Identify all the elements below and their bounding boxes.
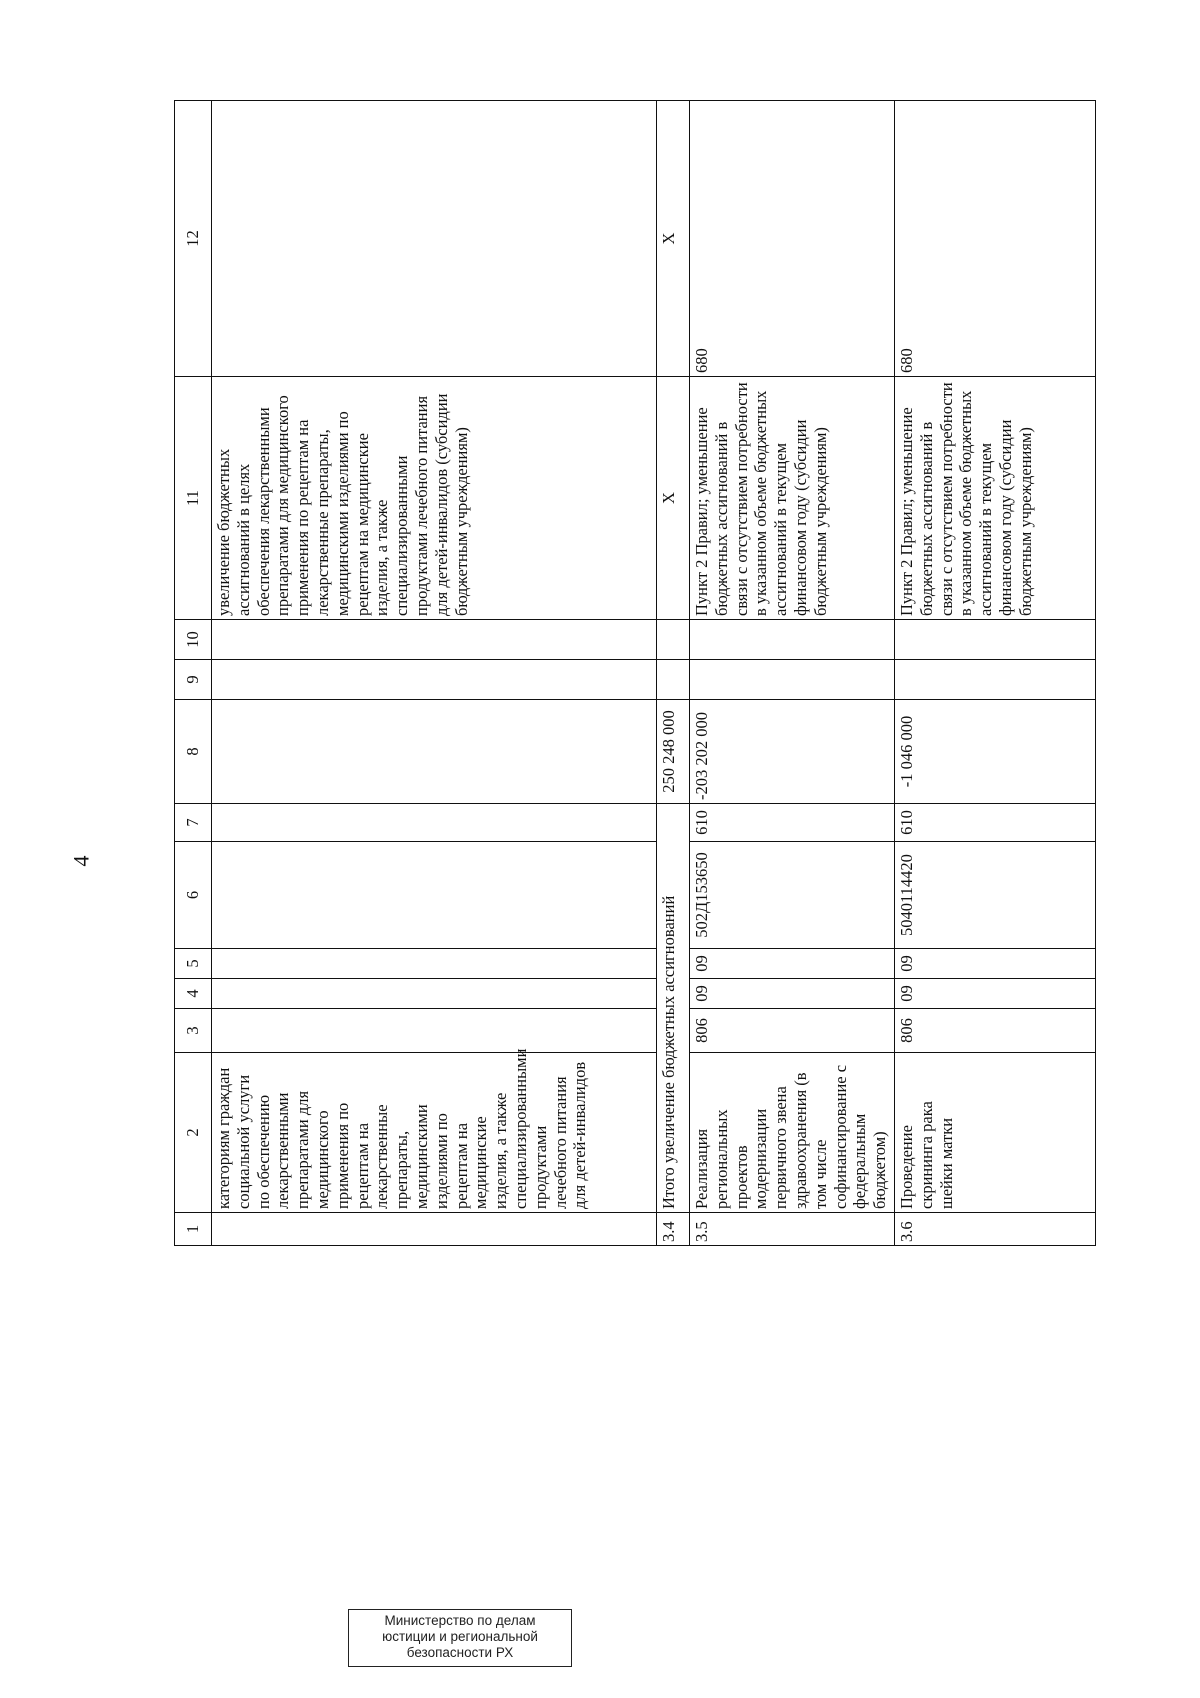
col-header-10: 10 <box>175 620 212 660</box>
col-header-7: 7 <box>175 804 212 842</box>
cell-6: 5040114420 <box>895 842 1096 949</box>
cell-12: 680 <box>690 101 895 377</box>
cell-8: 250 248 000 <box>657 700 690 804</box>
cell-7: 610 <box>690 804 895 842</box>
ministry-stamp <box>348 1609 572 1667</box>
cell-5: 09 <box>895 949 1096 979</box>
table-row <box>895 101 1096 1246</box>
cell-8: -1 046 000 <box>895 700 1096 804</box>
col-header-6: 6 <box>175 842 212 949</box>
table-row-total <box>657 101 690 1246</box>
stamp-line-2: юстиции и региональной <box>382 1629 538 1645</box>
col-header-5: 5 <box>175 949 212 979</box>
cell-10 <box>212 620 657 660</box>
cell-10 <box>895 620 1096 660</box>
col-header-12: 12 <box>175 101 212 377</box>
col-header-2: 2 <box>175 1053 212 1213</box>
cell-total-label: Итого увеличение бюджетных ассигнований <box>657 804 690 1213</box>
cell-9 <box>895 660 1096 700</box>
col-header-8: 8 <box>175 700 212 804</box>
cell-4: 09 <box>895 979 1096 1009</box>
cell-6 <box>212 842 657 949</box>
stamp-line-1: Министерство по делам <box>384 1613 536 1628</box>
cell-name: Проведение скрининга рака шейки матки <box>895 1053 1096 1213</box>
cell-num: 3.6 <box>895 1213 1096 1246</box>
cell-9 <box>212 660 657 700</box>
cell-4: 09 <box>690 979 895 1009</box>
cell-3: 806 <box>895 1009 1096 1053</box>
budget-table-rotated <box>174 100 1074 1246</box>
cell-11: Х <box>657 377 690 620</box>
cell-num: 3.5 <box>690 1213 895 1246</box>
header-row <box>175 101 212 1246</box>
cell-name: Реализация региональных проектов модернизации первичного звена здравоохранения (в том числе софинансирование с федеральным бюджетом) <box>690 1053 895 1213</box>
cell-3 <box>212 1009 657 1053</box>
cell-9 <box>657 660 690 700</box>
cell-7 <box>212 804 657 842</box>
cell-8 <box>212 700 657 804</box>
cell-12: Х <box>657 101 690 377</box>
table-row <box>212 101 657 1246</box>
cell-3: 806 <box>690 1009 895 1053</box>
cell-name: категориям граждан социальной услуги по обеспечению лекарственными препаратами для медицинского применения по рецептам на лекарственные препараты, медицинскими изделиями по рецептам на медицинские изделия, а также специализированными продуктами лечебного питания для детей-инвалидов <box>212 1053 657 1213</box>
cell-9 <box>690 660 895 700</box>
cell-num: 3.4 <box>657 1213 690 1246</box>
col-header-9: 9 <box>175 660 212 700</box>
cell-7: 610 <box>895 804 1096 842</box>
cell-4 <box>212 979 657 1009</box>
cell-11: увеличение бюджетных ассигнований в целях обеспечения лекарственными препаратами для медицинского применения по рецептам на лекарственные препараты, медицинскими изделиями по рецептам на медицинские изделия, а также специализированными продуктами лечебного питания для детей-инвалидов (субсидии бюджетным учреждениям) <box>212 377 657 620</box>
cell-12 <box>212 101 657 377</box>
col-header-3: 3 <box>175 1009 212 1053</box>
page-number: 4 <box>68 855 94 867</box>
cell-5 <box>212 949 657 979</box>
table-row <box>690 101 895 1246</box>
col-header-11: 11 <box>175 377 212 620</box>
col-header-4: 4 <box>175 979 212 1009</box>
cell-12: 680 <box>895 101 1096 377</box>
cell-6: 502Д153650 <box>690 842 895 949</box>
budget-table <box>174 100 1096 1246</box>
stamp-line-3: безопасности РХ <box>406 1645 514 1661</box>
col-header-1: 1 <box>175 1213 212 1246</box>
cell-5: 09 <box>690 949 895 979</box>
cell-8: -203 202 000 <box>690 700 895 804</box>
cell-11: Пункт 2 Правил; уменьшение бюджетных ассигнований в связи с отсутствием потребности в указанном объеме бюджетных ассигнований в текущем финансовом году (субсидии бюджетным учреждениям) <box>895 377 1096 620</box>
cell-11: Пункт 2 Правил; уменьшение бюджетных ассигнований в связи с отсутствием потребности в указанном объеме бюджетных ассигнований в текущем финансовом году (субсидии бюджетным учреждениям) <box>690 377 895 620</box>
cell-10 <box>690 620 895 660</box>
cell-10 <box>657 620 690 660</box>
cell-num <box>212 1213 657 1246</box>
